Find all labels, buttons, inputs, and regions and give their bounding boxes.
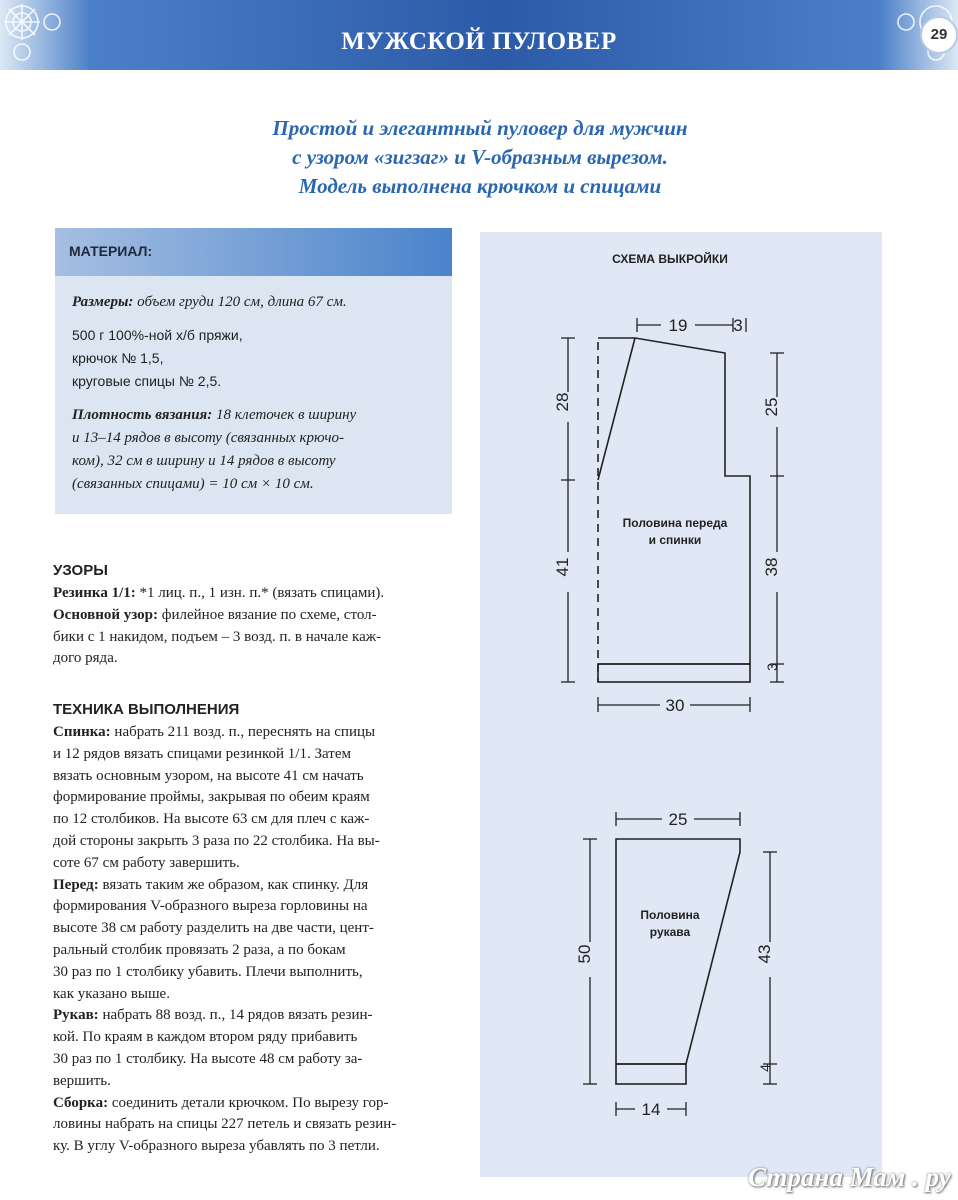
text-line: 30 раз по 1 столбику убавить. Плечи выполнить, [53,963,363,980]
dim-lower-front: 41 [553,557,572,577]
density-text: 18 клеточек в ширину [216,407,357,423]
back-text: набрать 211 возд. п., переснять на спицы [114,724,376,740]
dim-sleeve-bottom: 14 [641,1100,661,1119]
patterns-heading: УЗОРЫ [53,562,108,579]
sleeve-label: Рукав: [53,1007,99,1024]
text-line [53,605,453,627]
text-line: ку. В углу V-образного выреза убавлять по 3 петли. [53,1138,380,1155]
sleeve-piece-label [620,907,720,941]
text-line: вязать основным узором, на высоте 41 см начать [53,767,364,784]
text-line [53,875,453,897]
text-line [53,583,453,605]
text-line: высоте 38 см работу разделить на две части, цент- [53,920,374,937]
label-line: и спинки [648,533,702,547]
sizes-text: объем груди 120 см, длина 67 см. [137,294,347,310]
sleeve-dims [583,812,777,1116]
main-pattern-text: филейное вязание по схеме, стол- [161,606,377,623]
rib-text: *1 лиц. п., 1 изн. п.* (вязать спицами). [139,585,385,601]
density-line: ком), 32 см в ширину и 14 рядов в высоту [72,453,336,469]
text-line: дой стороны закрыть 3 раза по 22 столбика. На вы- [53,832,380,849]
text-line: формирование проймы, закрывая по обеим краям [53,789,370,806]
text-line: и 12 рядов вязать спицами резинкой 1/1. Затем [53,745,351,762]
main-pattern-label: Основной узор: [53,606,159,623]
material-item: круговые спицы № 2,5. [72,373,222,389]
assembly-label: Сборка: [53,1094,109,1111]
text-line: соте 67 см работу завершить. [53,854,240,871]
text-line: 30 раз по 1 столбику. На высоте 48 см работу за- [53,1050,363,1067]
dim-shoulder: 19 [668,316,688,335]
dim-rib-body: 3 [764,663,780,671]
back-label: Спинка: [53,724,111,740]
subtitle-line: Простой и элегантный пуловер для мужчин [272,116,688,140]
text-line: формирования V-образного выреза горловины на [53,898,368,915]
material-heading: МАТЕРИАЛ: [69,243,153,259]
dim-width: 30 [665,696,685,715]
diagram-drawing [480,232,882,1177]
text-line: дого ряда. [53,650,118,667]
patterns-text [53,583,453,670]
label-line: Половина [640,908,700,922]
front-text: вязать таким же образом, как спинку. Для [102,876,369,893]
material-item: 500 г 100%-ной х/б пряжи, [72,327,243,343]
technique-heading: ТЕХНИКА ВЫПОЛНЕНИЯ [53,701,240,718]
density-line: (связанных спицами) = 10 см × 10 см. [72,476,314,492]
sleeve-piece [616,839,740,1084]
text-line [53,722,453,744]
dim-armhole: 25 [762,397,781,417]
page-title: МУЖСКОЙ ПУЛОВЕР [341,28,617,55]
text-line [53,1005,453,1027]
text-line: по 12 столбиков. На высоте 63 см для плеч с каж- [53,811,370,828]
density-line [72,407,356,424]
text-line: вершить. [53,1072,111,1089]
page-number: 29 [920,16,958,54]
dim-neck-depth: 28 [553,392,572,412]
rib-label: Резинка 1/1: [53,585,136,601]
text-line: кой. По краям в каждом втором ряду прибавить [53,1029,358,1046]
material-item: крючок № 1,5, [72,350,164,366]
pattern-diagram [480,232,882,1177]
dim-sleeve-length: 50 [575,944,594,964]
subtitle-line: с узором «зигзаг» и V-образным вырезом. [292,145,668,169]
sizes-line [72,294,347,311]
text-line [53,1093,453,1115]
assembly-text: соединить детали крючком. По вырезу гор- [111,1094,389,1111]
dim-body-side: 38 [762,557,781,577]
text-line: ловины набрать на спицы 227 петель и связать резин- [53,1116,397,1133]
body-piece-label [610,515,740,549]
material-box [55,228,452,514]
body-piece [598,338,750,682]
label-line: Половина переда [622,516,728,530]
dim-neck: 3 [733,316,743,335]
technique-text [53,722,453,1158]
dim-sleeve-top: 25 [668,810,688,829]
text-line: бики с 1 накидом, подъем – 3 возд. п. в начале каж- [53,628,382,645]
material-header [55,228,452,276]
page-header [0,0,958,70]
text-line: как указано выше. [53,985,170,1002]
density-label: Плотность вязания: [72,407,213,423]
diagram-title: СХЕМА ВЫКРОЙКИ [612,252,728,266]
density-line: и 13–14 рядов в высоту (связанных крючо- [72,430,344,446]
dim-sleeve-rib: 4 [757,1064,773,1072]
subtitle [160,114,800,201]
label-line: рукава [649,925,691,939]
dim-sleeve-side: 43 [755,944,774,964]
subtitle-line: Модель выполнена крючком и спицами [298,174,662,198]
text-line: ральный столбик провязать 2 раза, а по бокам [53,941,346,958]
front-label: Перед: [53,876,99,893]
site-watermark: Страна Мам . ру [748,1162,951,1192]
sizes-label: Размеры: [72,294,134,310]
sleeve-text: набрать 88 возд. п., 14 рядов вязать резин- [102,1007,373,1024]
